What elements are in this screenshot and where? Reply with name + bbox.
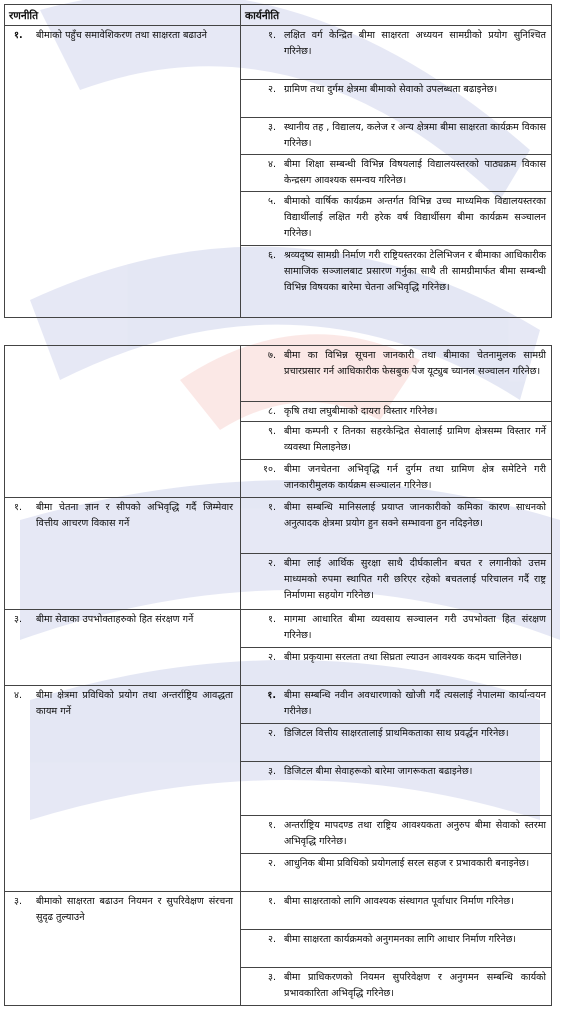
- table-row: [5, 346, 552, 402]
- strategy-number: ३.: [14, 896, 23, 907]
- action-text: लक्षित वर्ग केन्द्रित बीमा साक्षरता अध्ययन सामग्रीको प्रयोग सुनिश्चित गरिनेछ।: [284, 30, 546, 57]
- action-number: २.: [267, 934, 277, 945]
- action-number: ८.: [267, 406, 277, 417]
- header-action: कार्यनीति: [241, 5, 552, 26]
- strategy-text: बीमा क्षेत्रमा प्रविधिको प्रयोग तथा अन्तर्राष्ट्रिय आवद्धता कायम गर्ने: [36, 690, 234, 717]
- action-cell: [241, 648, 552, 686]
- action-number: ६.: [267, 250, 277, 261]
- strategy-cell: [5, 892, 241, 1006]
- action-cell: [241, 460, 552, 498]
- action-text: बीमा जनचेतना अभिवृद्धि गर्न दुर्गम तथा ग्रामिण क्षेत्र समेटिने गरी जानकारीमुलक कार्यक्रम सञ्चालन गरिनेछ।: [284, 464, 546, 491]
- table-header-row: [5, 5, 552, 26]
- action-text: डिजिटल बीमा सेवाहरूको बारेमा जागरूकता बढाइनेछ।: [284, 766, 473, 777]
- action-number: १.: [267, 614, 277, 625]
- strategy-cell: [5, 26, 241, 318]
- action-cell: [241, 724, 552, 762]
- action-number: ४.: [267, 159, 277, 170]
- action-cell: [241, 968, 552, 1006]
- action-number: ३.: [267, 972, 277, 983]
- table-row: [5, 686, 552, 724]
- action-text: स्थानीय तह , विद्यालय, कलेज र अन्य क्षेत्रमा बीमा साक्षरता कार्यक्रम विकास गरिनेछ।: [284, 122, 546, 149]
- action-text: बीमा सम्बन्धि मानिसलाई प्रयाप्त जानकारीको कमिका कारण साधनको अनुत्पादक क्षेत्रमा प्रयोग हुन सक्ने सम्भावना हुन नदिइनेछ।: [284, 502, 546, 529]
- action-cell: [241, 610, 552, 648]
- action-number: ३.: [267, 766, 277, 777]
- action-text: बीमा प्रकृयामा सरलता तथा सिघ्रता ल्याउन आवश्यक कदम चालिनेछ।: [284, 652, 522, 663]
- action-number: २.: [267, 652, 277, 663]
- action-cell: [241, 816, 552, 854]
- action-number: २.: [267, 858, 277, 869]
- strategy-table-1: [4, 4, 552, 318]
- strategy-text: बीमा सेवाका उपभोक्ताहरुको हित संरक्षण गर्ने: [36, 614, 194, 625]
- action-text: कृषि तथा लघुबीमाको दायरा विस्तार गरिनेछ।: [284, 406, 438, 417]
- action-cell: [241, 118, 552, 155]
- strategy-number: १.: [14, 30, 23, 41]
- strategy-cell: [5, 610, 241, 686]
- table-row: [5, 26, 552, 80]
- table-row: [5, 610, 552, 648]
- action-cell: [241, 346, 552, 402]
- strategy-text: बीमा चेतना ज्ञान र सीपको अभिवृद्धि गर्दै जिम्मेवार वित्तीय आचरण विकास गर्ने: [36, 502, 234, 529]
- action-text: अन्तर्राष्ट्रिय मापदण्ड तथा राष्ट्रिय आवश्यकता अनुरुप बीमा सेवाको स्तरमा अभिवृद्धि गरिनेछ।: [284, 820, 546, 847]
- action-text: बीमा साक्षरता कार्यक्रमको अनुगमनका लागि आधार निर्माण गरिनेछ।: [284, 934, 517, 945]
- action-text: मागमा आधारित बीमा व्यवसाय सञ्चालन गरी उपभोक्ता हित संरक्षण गरिनेछ।: [284, 614, 546, 641]
- action-number: ९.: [267, 426, 277, 437]
- action-text: बीमा सम्बन्धि नवीन अवधारणाको खोजी गर्दै त्यसलाई नेपालमा कार्यान्वयन गरीनेछ।: [284, 690, 546, 717]
- strategy-cell: [5, 498, 241, 610]
- action-cell: [241, 930, 552, 968]
- action-number: १.: [267, 896, 277, 907]
- action-cell: [241, 762, 552, 816]
- action-cell: [241, 80, 552, 118]
- action-number: १.: [267, 30, 277, 41]
- header-strategy: रणनीति: [5, 5, 241, 26]
- action-number: १०.: [262, 464, 277, 475]
- action-text: आधुनिक बीमा प्रविधिको प्रयोगलाई सरल सहज र प्रभावकारी बनाइनेछ।: [284, 858, 530, 869]
- strategy-number: ४.: [14, 690, 23, 701]
- strategy-text: बीमाको पहुँच समावेशिकरण तथा साक्षरता बढाउने: [36, 30, 207, 41]
- action-cell: [241, 155, 552, 192]
- action-cell: [241, 422, 552, 460]
- action-number: १.: [267, 820, 277, 831]
- action-text: ग्रामिण तथा दुर्गम क्षेत्रमा बीमाको सेवाको उपलब्धता बढाइनेछ।: [284, 84, 498, 95]
- strategy-table-2: [4, 345, 552, 1006]
- action-number: २.: [267, 558, 277, 569]
- action-cell: [241, 686, 552, 724]
- strategy-cell: [5, 686, 241, 892]
- action-text: बीमा प्राधिकरणको नियमन सुपरिवेक्षण र अनुगमन सम्बन्धि कार्यको प्रभावकारिता अभिवृद्धि गरिनेछ।: [284, 972, 546, 999]
- action-number: १.: [267, 502, 277, 513]
- action-cell: [241, 26, 552, 80]
- action-text: बीमा साक्षरताको लागि आवश्यक संस्थागत पूर्वाधार निर्माण गरिनेछ।: [284, 896, 514, 907]
- action-text: श्रव्यदृष्य सामग्री निर्माण गरी राष्ट्रियस्तरका टेलिभिजन र बीमाका आधिकारीक सामाजिक सञ्जालबाट प्रसारण गर्नुका साथै ती सामग्रीमार्फत बीमा सम्बन्धी विभिन्न विषयका बारेमा चेतना अभिवृद्धि गरिनेछ।: [284, 250, 546, 293]
- action-number: १.: [267, 690, 277, 701]
- action-cell: [241, 498, 552, 554]
- strategy-number: ३.: [14, 614, 23, 625]
- action-cell: [241, 854, 552, 892]
- action-number: ३.: [267, 122, 277, 133]
- action-number: ५.: [267, 196, 277, 207]
- table-row: [5, 892, 552, 930]
- table-row: [5, 498, 552, 554]
- action-text: बीमा कम्पनी र तिनका सहरकेन्द्रित सेवालाई ग्रामिण क्षेत्रसम्म विस्तार गर्ने व्यवस्था मिलाइनेछ।: [284, 426, 546, 453]
- action-cell: [241, 402, 552, 422]
- action-number: ७.: [267, 350, 277, 361]
- action-cell: [241, 554, 552, 610]
- action-cell: [241, 192, 552, 246]
- action-text: बीमा का विभिन्न सूचना जानकारी तथा बीमाका चेतनामुलक सामग्री प्रचारप्रसार गर्न आधिकारीक फेसबुक पेज यूट्युब च्यानल सञ्चालन गरिनेछ।: [284, 350, 546, 377]
- action-text: बीमाको वार्षिक कार्यक्रम अन्तर्गत विभिन्न उच्च माध्यमिक विद्यालयस्तरका विद्यार्थीलाई लक्षित गरी हरेक वर्ष विद्यार्थीसग बीमा कार्यक्रम सञ्चालन गरिनेछ।: [284, 196, 546, 239]
- action-number: २.: [267, 728, 277, 739]
- action-cell: [241, 246, 552, 318]
- action-text: डिजिटल वित्तीय साक्षरतालाई प्राथमिकताका साथ प्रवर्द्धन गरिनेछ।: [284, 728, 509, 739]
- strategy-number: १.: [14, 502, 23, 513]
- action-cell: [241, 892, 552, 930]
- action-number: २.: [267, 84, 277, 95]
- action-text: बीमा लाई आर्थिक सुरक्षा साथै दीर्घकालीन बचत र लगानीको उत्तम माध्यमको रुपमा स्थापित गरी छरिएर रहेको बचतलाई परिचालन गर्दै राष्ट्र निर्माणमा सहयोग गरिनेछ।: [284, 558, 546, 601]
- action-text: बीमा शिक्षा सम्बन्धी विभिन्न विषयलाई विद्यालयस्तरको पाठ्यक्रम विकास केन्द्रसग आवश्यक समन्वय गरिनेछ।: [284, 159, 546, 186]
- strategy-text: बीमाको साक्षरता बढाउन नियमन र सुपरिवेक्षण संरचना सुदृढ तुल्याउने: [36, 896, 234, 923]
- strategy-cell-empty: [5, 346, 241, 498]
